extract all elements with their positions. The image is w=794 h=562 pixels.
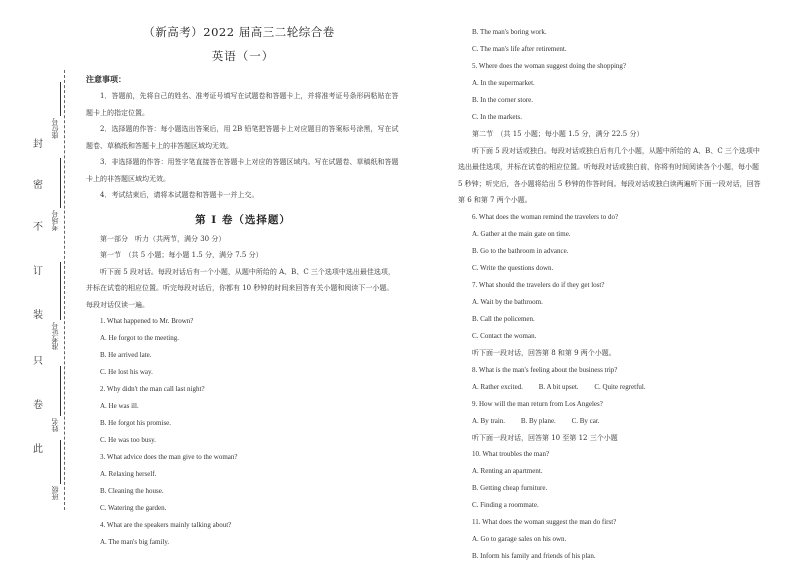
option-9b[interactable]: B. By plane. (520, 416, 556, 425)
option-5c[interactable]: C. In the markets. (472, 113, 522, 121)
question-11: 11. What does the woman suggest the man do first? (472, 518, 617, 527)
class-line[interactable] (60, 440, 61, 484)
exam-room-field: 考场号 (51, 210, 59, 231)
binding-char: 订 (33, 266, 43, 277)
option-4b[interactable]: B. The man's boring work. (472, 28, 547, 36)
left-column (86, 24, 400, 551)
notice-item: 1．答题前，先将自己的姓名、准考证号填写在试题卷和答题卡上，并将准考证号条形码粘贴在答题卡上的指定位置。 (86, 92, 399, 117)
question-6: 6. What does the woman remind the travelers to do? (472, 212, 619, 221)
lead-8-9: 听下面一段对话，回答第 8 和第 9 两个小题。 (472, 348, 616, 357)
option-8b[interactable]: B. A bit upset. (538, 382, 579, 391)
option-6c[interactable]: C. Write the questions down. (472, 263, 554, 272)
option-5a[interactable]: A. In the supermarket. (472, 79, 535, 87)
option-1b[interactable]: B. He arrived late. (100, 351, 152, 360)
option-2b[interactable]: B. He forgot his promise. (100, 419, 172, 428)
binding-char: 此 (33, 444, 43, 455)
notice-item: 3．非选择题的作答：用签字笔直接答在答题卡上对应的答题区域内。写在试题卷、草稿纸和答题卡上的非答题区域均无效。 (86, 158, 399, 183)
option-5b[interactable]: B. In the corner store. (472, 96, 534, 104)
instructions: 听下面 5 段对话。每段对话后有一个小题，从题中所给的 A、B、C 三个选项中选出最佳选项，并标在试卷的相应位置。听完每段对话后，你都有 10 秒钟的时间来回答有关小题和阅读下一小题。每段对话仅读一遍。 (86, 267, 395, 309)
binding-char: 装 (33, 310, 43, 321)
part-heading: 第一部分 听力（共两节，满分 30 分） (100, 234, 226, 243)
option-6b[interactable]: B. Go to the bathroom in advance. (472, 246, 569, 255)
admission-number-line[interactable] (60, 262, 61, 320)
option-7a[interactable]: A. Wait by the bathroom. (472, 297, 543, 306)
option-9c[interactable]: C. By car. (571, 416, 600, 425)
option-11b[interactable]: B. Inform his family and friends of his plan. (472, 552, 596, 561)
binding-char: 封 (33, 139, 43, 150)
question-4: 4. What are the speakers mainly talking about? (100, 521, 232, 530)
option-10a[interactable]: A. Renting an apartment. (472, 467, 543, 476)
option-7b[interactable]: B. Call the policemen. (472, 314, 535, 323)
option-11a[interactable]: A. Go to garage sales on his own. (472, 535, 567, 544)
option-8c[interactable]: C. Quite regretful. (594, 382, 646, 391)
option-6a[interactable]: A. Gather at the main gate on time. (472, 229, 571, 238)
option-3b[interactable]: B. Cleaning the house. (100, 487, 164, 496)
question-7: 7. What should the travelers do if they get lost? (472, 280, 605, 289)
lead-10-12: 听下面一段对话，回答第 10 至第 12 三个小题 (472, 433, 618, 442)
binding-char: 卷 (33, 400, 43, 411)
question-3: 3. What advice does the man give to the woman? (100, 453, 238, 462)
option-2a[interactable]: A. He was ill. (100, 402, 139, 411)
options-9 (458, 413, 762, 430)
instructions-2: 听下面 5 段对话或独白。每段对话或独白后有几个小题，从题中所给的 A、B、C 三个选项中选出最佳选项，并标在试卷的相应位置。听每段对话或独白前，你将有时间阅读各个小题，每小题 5 秒钟；听完后，各小题将给出 5 秒钟的作答时间。每段对话或独白读两遍听下面一段对话，回答第 6 和第 7 两个小题。 (458, 146, 761, 205)
option-3a[interactable]: A. Relaxing herself. (100, 470, 157, 479)
name-field: 姓名 (51, 418, 59, 432)
right-column (458, 24, 762, 562)
subpart-heading-2: 第二节 （共 15 小题；每小题 1.5 分，满分 22.5 分） (472, 130, 644, 138)
section-title: 第 I 卷（选择题） (195, 213, 291, 226)
cut-line (64, 70, 65, 510)
option-9a[interactable]: A. By train. (472, 416, 506, 425)
binding-char: 密 (33, 180, 43, 191)
question-8: 8. What is the man's feeling about the business trip? (472, 365, 618, 374)
subpart-heading: 第一节 （共 5 小题；每小题 1.5 分，满分 7.5 分） (100, 251, 263, 260)
page-title: （新高考）2022 届高三二轮综合卷 (143, 25, 335, 39)
option-8a[interactable]: A. Rather excited. (472, 382, 523, 391)
binding-margin (0, 0, 78, 562)
seat-number-field: 座位号 (51, 118, 59, 139)
exam-room-line[interactable] (60, 158, 61, 208)
seat-number-line[interactable] (60, 82, 61, 116)
binding-char: 不 (33, 222, 43, 233)
question-9: 9. How will the man return from Los Angeles? (472, 399, 603, 408)
question-5: 5. Where does the woman suggest doing the shopping? (472, 62, 627, 70)
option-10c[interactable]: C. Finding a roommate. (472, 501, 539, 510)
class-field: 班级 (51, 486, 59, 500)
options-8 (458, 379, 762, 396)
option-1c[interactable]: C. He lost his way. (100, 368, 153, 377)
name-line[interactable] (60, 366, 61, 416)
question-2: 2. Why didn't the man call last night? (100, 385, 205, 394)
option-7c[interactable]: C. Contact the woman. (472, 331, 537, 340)
option-3c[interactable]: C. Watering the garden. (100, 504, 167, 513)
admission-number-field: 准考证号 (51, 322, 59, 350)
option-4c[interactable]: C. The man's life after retirement. (472, 45, 567, 53)
notice-item: 2．选择题的作答：每小题选出答案后，用 2B 铅笔把答题卡上对应题目的答案标号涂黑，写在试题卷、草稿纸和答题卡上的非答题区域均无效。 (86, 125, 399, 150)
notice-item: 4．考试结束后，请将本试题卷和答题卡一并上交。 (100, 191, 259, 199)
binding-char: 只 (33, 356, 43, 367)
question-1: 1. What happened to Mr. Brown? (100, 317, 194, 326)
option-1a[interactable]: A. He forgot to the meeting. (100, 334, 179, 343)
question-10: 10. What troubles the man? (472, 450, 550, 459)
notice-heading: 注意事项： (86, 75, 126, 84)
option-2c[interactable]: C. He was too busy. (100, 436, 156, 445)
option-10b[interactable]: B. Getting cheap furniture. (472, 484, 548, 493)
page-subtitle: 英语（一） (211, 49, 275, 63)
option-4a[interactable]: A. The man's big family. (100, 538, 170, 547)
